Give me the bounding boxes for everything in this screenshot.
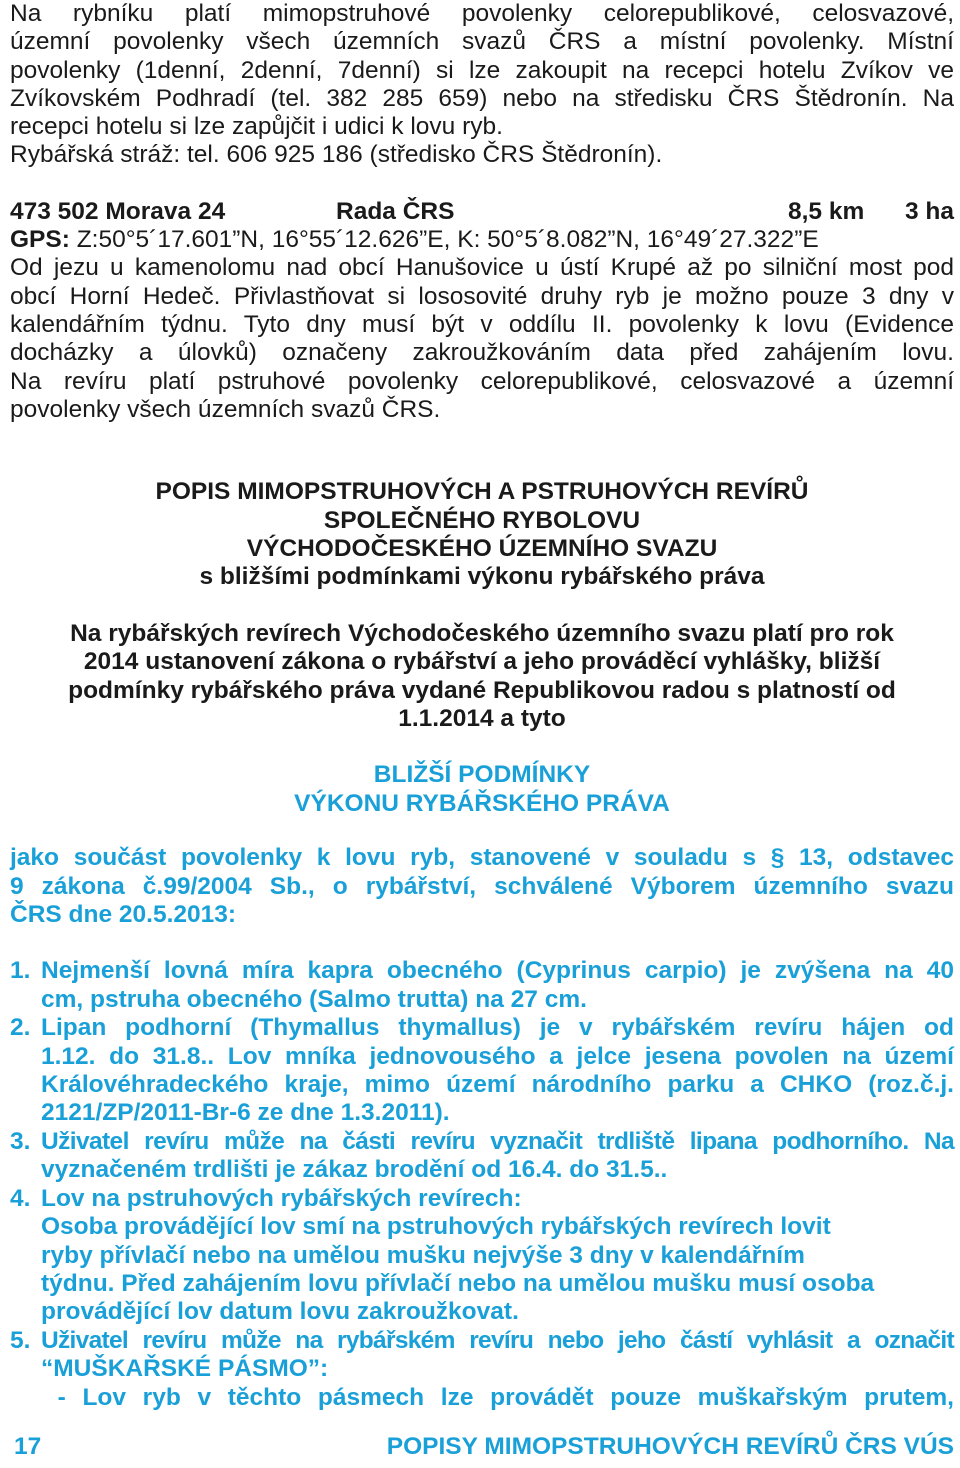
conditions-intro — [10, 844, 954, 929]
item-number: 5. — [10, 1326, 31, 1354]
intro-line: 9 zákona č.99/2004 Sb., o rybářství, schválené Výborem územního svazu — [10, 872, 954, 900]
item-number: 4. — [10, 1184, 31, 1212]
item-line: cm, pstruha obecného (Salmo trutta) na 27 cm. — [41, 985, 587, 1013]
revir-gps — [10, 226, 954, 254]
revir-area: 3 ha — [904, 197, 954, 225]
item-line: provádějící lov datum lovu zakroužkovat. — [41, 1298, 519, 1326]
item-line: Osoba provádějící lov smí na pstruhových rybářských revírech lovit — [41, 1213, 831, 1241]
item-line: - Lov ryb v těchto pásmech lze provádět pouze muškařským prutem, — [41, 1383, 954, 1411]
item-line: 2121/ZP/2011-Br-6 ze dne 1.3.2011). — [41, 1099, 450, 1127]
item-line: Uživatel revíru může na části revíru vyznačit trdliště lipana podhorního. Na — [41, 1127, 954, 1155]
intro-paragraph — [10, 0, 954, 170]
list-item — [10, 957, 954, 1014]
item-line: vyznačeném trdlišti je zákaz brodění od 16.4. do 31.5.. — [41, 1156, 668, 1184]
revir-header — [10, 198, 954, 226]
title-line: VÝCHODOČESKÉHO ÚZEMNÍHO SVAZU — [246, 534, 718, 562]
list-item — [10, 1327, 954, 1412]
title-line: POPIS MIMOPSTRUHOVÝCH A PSTRUHOVÝCH REVÍRŮ — [155, 478, 809, 506]
list-item — [10, 1185, 954, 1327]
text-line: recepci hotelu si lze zapůjčit i udici k lovu ryb. — [10, 113, 503, 141]
running-title: POPISY MIMOPSTRUHOVÝCH REVÍRŮ ČRS VÚS — [386, 1433, 954, 1460]
item-line: 1.12. do 31.8.. Lov mníka jednovousého a jelce jesena povolen na území — [41, 1042, 954, 1070]
lead-line: Na rybářských revírech Východočeského územního svazu platí pro rok — [70, 619, 894, 647]
gps-value: Z:50°5´17.601”N, 16°55´12.626”E, K: 50°5´8.082”N, 16°49´27.322”E — [69, 226, 819, 254]
list-item — [10, 1014, 954, 1128]
text-line: obcí Horní Hedeč. Přivlastňovat si lososovité druhy ryb je možno pouze 3 dny v — [10, 282, 954, 310]
item-number: 3. — [10, 1127, 31, 1155]
gps-label: GPS: — [10, 226, 70, 254]
revir-code: 473 502 Morava 24 — [10, 197, 226, 225]
subtitle-line: BLIŽŠÍ PODMÍNKY — [373, 761, 591, 789]
text-line: Na revíru platí pstruhové povolenky celorepublikové, celosvazové a územní — [10, 367, 954, 395]
text-line: Rybářská stráž: tel. 606 925 186 (středisko ČRS Štědronín). — [10, 141, 663, 169]
revir-organization: Rada ČRS — [336, 197, 455, 225]
item-line: Nejmenší lovná míra kapra obecného (Cyprinus carpio) je zvýšena na 40 — [41, 957, 954, 985]
lead-paragraph — [10, 620, 954, 734]
title-line: SPOLEČNÉHO RYBOLOVU — [323, 506, 641, 534]
text-line: docházky a úlovků) označeny zakroužkováním data před zahájením lovu. — [10, 339, 954, 367]
lead-line: 2014 ustanovení zákona o rybářství a jeho prováděcí vyhlášky, bližší — [83, 648, 881, 676]
list-item — [10, 1128, 954, 1185]
section-title — [10, 478, 954, 592]
item-line: Lov na pstruhových rybářských revírech: — [41, 1184, 522, 1212]
text-line: Na rybníku platí mimopstruhové povolenky celorepublikové, celosvazové, — [10, 0, 954, 27]
intro-line: jako součást povolenky k lovu ryb, stanovené v souladu s § 13, odstavec — [10, 844, 954, 872]
item-line: Uživatel revíru může na rybářském revíru nebo jeho částí vyhlásit a označit — [41, 1326, 954, 1354]
page-number: 17 — [14, 1433, 42, 1460]
item-line: “MUŠKAŘSKÉ PÁSMO”: — [41, 1355, 329, 1383]
item-line: týdnu. Před zahájením lovu přívlačí nebo na umělou mušku musí osoba — [41, 1269, 875, 1297]
lead-line: podmínky rybářského práva vydané Republikovou radou s platností od — [68, 676, 896, 704]
title-line: s bližšími podmínkami výkonu rybářského práva — [199, 563, 765, 591]
revir-description — [10, 254, 954, 424]
text-line: Od jezu u kamenolomu nad obcí Hanušovice u ústí Krupé až po silniční most pod — [10, 254, 954, 282]
page-footer — [14, 1433, 954, 1461]
document-page — [10, 0, 954, 1412]
text-line: povolenky (1denní, 2denní, 7denní) si lze zakoupit na recepci hotelu Zvíkov ve — [10, 56, 954, 84]
text-line: územní povolenky všech územních svazů ČRS a místní povolenky. Místní — [10, 28, 954, 56]
text-line: Zvíkovském Podhradí (tel. 382 285 659) nebo na středisku ČRS Štědronín. Na — [10, 84, 954, 112]
intro-line: ČRS dne 20.5.2013: — [10, 901, 237, 929]
item-line: Lipan podhorní (Thymallus thymallus) je v rybářském revíru hájen od — [41, 1014, 954, 1042]
item-line: Královéhradeckého kraje, mimo území národního parku a CHKO (roz.č.j. — [41, 1071, 954, 1099]
lead-line: 1.1.2014 a tyto — [398, 705, 566, 732]
subtitle — [10, 761, 954, 818]
revir-length: 8,5 km — [788, 197, 865, 225]
item-number: 1. — [10, 957, 31, 985]
item-number: 2. — [10, 1014, 31, 1042]
subtitle-line: VÝKONU RYBÁŘSKÉHO PRÁVA — [294, 789, 670, 817]
item-line: ryby přívlačí nebo na umělou mušku nejvýše 3 dny v kalendářním — [41, 1241, 805, 1269]
text-line: kalendářním týdnu. Tyto dny musí být v oddílu II. povolenky k lovu (Evidence — [10, 310, 954, 338]
text-line: povolenky všech územních svazů ČRS. — [10, 395, 441, 423]
conditions-list — [10, 957, 954, 1412]
